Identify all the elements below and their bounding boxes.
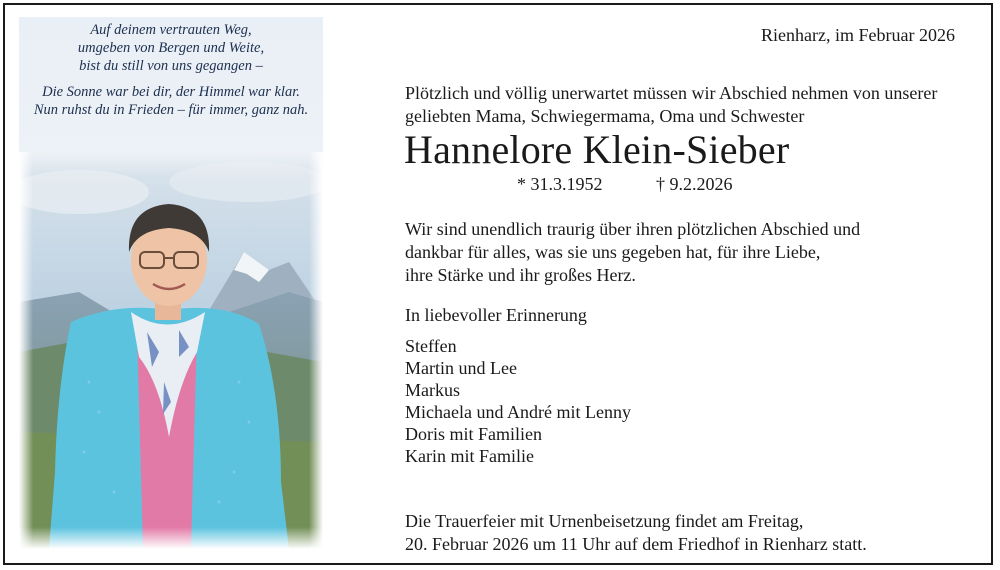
funeral-notice xyxy=(405,510,867,556)
poem xyxy=(19,21,323,119)
portrait-photo xyxy=(19,152,323,549)
mourner: Martin und Lee xyxy=(405,358,517,378)
grief-message xyxy=(405,218,860,287)
deceased-name: Hannelore Klein-Sieber xyxy=(404,127,790,172)
poem-line: Nun ruhst du in Frieden – für immer, ganz nah. xyxy=(33,102,309,118)
memory-heading: In liebevoller Erinnerung xyxy=(405,305,587,325)
poem-line: Auf deinem vertrauten Weg, xyxy=(90,22,252,38)
mourner: Doris mit Familien xyxy=(405,424,542,444)
poem-line: Die Sonne war bei dir, der Himmel war klar. xyxy=(42,84,300,100)
mourner: Steffen xyxy=(405,336,457,356)
intro-line: Plötzlich und völlig unerwartet müssen wir Abschied nehmen von unserer xyxy=(405,83,938,103)
birth-date: * 31.3.1952 xyxy=(517,174,603,194)
poem-line: bist du still von uns gegangen – xyxy=(79,58,263,74)
death-date: † 9.2.2026 xyxy=(656,174,733,194)
funeral-line: Die Trauerfeier mit Urnenbeisetzung findet am Freitag, xyxy=(405,511,804,531)
left-column xyxy=(19,17,323,549)
mourner: Markus xyxy=(405,380,460,400)
mourner: Michaela und André mit Lenny xyxy=(405,402,631,422)
place-and-date: Rienharz, im Februar 2026 xyxy=(761,25,955,45)
intro-line: geliebten Mama, Schwiegermama, Oma und Schwester xyxy=(405,106,805,126)
message-line: dankbar für alles, was sie uns gegeben hat, für ihre Liebe, xyxy=(405,242,821,262)
mourner: Karin mit Familie xyxy=(405,446,534,466)
message-line: ihre Stärke und ihr großes Herz. xyxy=(405,265,636,285)
intro-text xyxy=(405,82,937,128)
poem-line: umgeben von Bergen und Weite, xyxy=(77,40,265,56)
mourners-list xyxy=(405,335,631,467)
message-line: Wir sind unendlich traurig über ihren plötzlichen Abschied und xyxy=(405,219,861,239)
photo-vignette xyxy=(19,152,323,549)
funeral-line: 20. Februar 2026 um 11 Uhr auf dem Friedhof in Rienharz statt. xyxy=(405,534,867,554)
obituary-card xyxy=(3,3,993,565)
